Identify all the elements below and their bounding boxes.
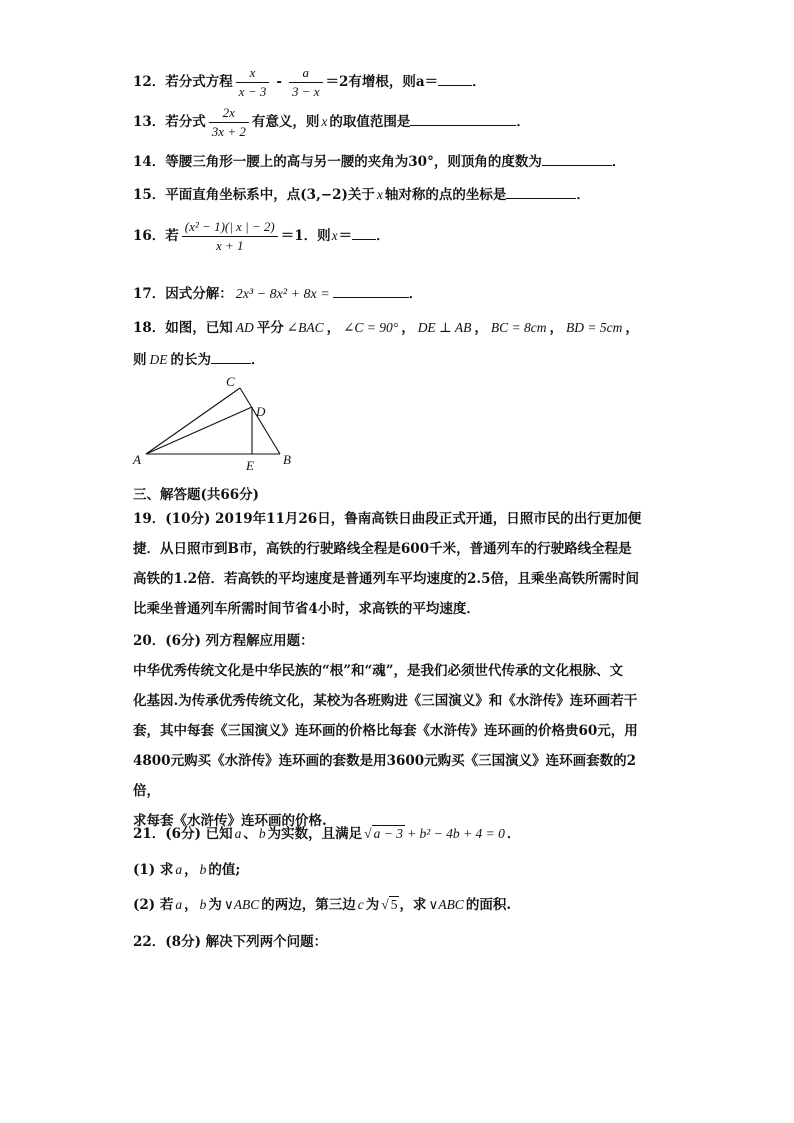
q14-end: ． <box>611 154 626 170</box>
question-17 <box>133 282 422 303</box>
question-22: 22．(8分) 解决下列两个问题： <box>133 934 328 950</box>
label-b: B <box>283 452 291 467</box>
q18-expr-angle-bac: ∠BAC <box>286 320 324 335</box>
q16-frac-den: x + 1 <box>216 238 244 253</box>
q21-sub1-var-b: b <box>199 862 207 877</box>
q21-sub2-var-a: a <box>175 897 183 912</box>
segment-cb <box>240 388 280 454</box>
q21-sub2-triangle: ∨ABC <box>223 897 260 912</box>
q21-sub2-text-f: 的面积. <box>465 897 512 913</box>
q19-line: 19．(10分) 2019年11月26日，鲁南高铁日曲段正式开通，日照市民的出行更加便 <box>133 511 642 527</box>
q12-text-b: ＝2有增根，则a＝ <box>325 74 439 90</box>
label-a: A <box>133 452 141 467</box>
q12-number: 12． <box>133 74 166 90</box>
q20-line: 求每套《水浒传》连环画的价格. <box>133 813 327 829</box>
q21-sub2-text-b: 为 <box>208 897 222 913</box>
q18-text-d: 的长为 <box>170 352 211 368</box>
question-16 <box>133 218 390 255</box>
q18-text-a: 18．如图，已知 <box>133 320 233 336</box>
q21-sub2-text-c: 的两边，第三边 <box>261 897 356 913</box>
q18-text-c: 则 <box>133 352 147 368</box>
q18-end: ． <box>251 352 265 368</box>
q21-radicand: a − 3 <box>373 826 403 841</box>
label-d: D <box>256 404 266 419</box>
q20-line: 套，其中每套《三国演义》连环画的价格比每套《水浒传》连环画的价格贵60元，用 <box>133 723 638 739</box>
q21-sub2-text-d: 为 <box>365 897 380 913</box>
q18-comma-5: ， <box>625 320 639 336</box>
q18-expr-ad: AD <box>235 320 254 335</box>
q14-text: 14．等腰三角形一腰上的高与另一腰的夹角为30°，则顶角的度数为 <box>133 154 542 170</box>
q15-text-b: 轴对称的点的坐标是 <box>384 187 507 203</box>
q16-frac-num: (x² − 1)(| x | − 2) <box>182 218 278 237</box>
q21-sub2-text-e: ，求 <box>399 897 427 913</box>
q21-text-b: 为实数，且满足 <box>267 826 363 842</box>
q15-text-a: 15．平面直角坐标系中，点(3,−2)关于 <box>133 187 375 203</box>
q21-expr: + b² − 4b + 4 = 0 <box>406 826 505 841</box>
q12-frac1-num: x <box>236 64 270 83</box>
q12-end: ． <box>472 74 486 90</box>
question-19 <box>133 504 661 624</box>
q18-expr-perp: DE ⊥ AB <box>417 320 472 335</box>
q12-frac2-num: a <box>289 64 323 83</box>
q13-text-b: 有意义，则 <box>251 114 320 130</box>
q15-answer-blank[interactable] <box>506 184 576 199</box>
q18-answer-blank[interactable] <box>211 349 251 364</box>
q13-var: x <box>321 114 328 129</box>
q12-minus: - <box>276 74 282 90</box>
q13-end: ． <box>516 114 530 130</box>
q21-sub2-var-c: c <box>357 897 364 912</box>
q20-line: 中华优秀传统文化是中华民族的“根”和“魂”，是我们必须世代传承的文化根脉、文 <box>133 663 624 679</box>
q19-line: 高铁的1.2倍．若高铁的平均速度是普通列车平均速度的2.5倍，且乘坐高铁所需时间 <box>133 571 639 587</box>
q16-text-c: ＝ <box>338 228 353 244</box>
q21-sep: 、 <box>243 826 257 842</box>
q17-expression: 2x³ − 8x² + 8x = <box>235 287 330 302</box>
q13-frac-den: 3x + 2 <box>211 124 246 139</box>
section-3-heading: 三、解答题(共66分) <box>133 487 260 503</box>
q13-number: 13． <box>133 114 166 130</box>
q13-fraction <box>209 104 249 141</box>
q18-comma-4: ， <box>549 320 563 336</box>
q13-text-c: 的取值范围是 <box>329 114 411 130</box>
q19-line: 比乘坐普通列车所需时间节省4小时，求高铁的平均速度． <box>133 601 480 617</box>
question-13 <box>133 104 530 141</box>
q12-answer-blank[interactable] <box>438 71 472 86</box>
q18-text-b: 平分 <box>256 320 284 336</box>
q21-sub2-sqrt: √ 5 <box>381 897 398 912</box>
q21-sub1-var-a: a <box>175 862 183 877</box>
q12-fraction-2 <box>289 64 323 101</box>
q20-title: 20．(6分) 列方程解应用题： <box>133 633 314 649</box>
q16-number: 16． <box>133 228 166 244</box>
question-14 <box>133 150 625 170</box>
question-12 <box>133 64 486 101</box>
q12-text-a: 若分式方程 <box>165 74 233 90</box>
question-15 <box>133 183 590 203</box>
q21-sub1-text-b: 的值; <box>208 862 241 878</box>
q16-text-b: ＝1．则 <box>280 228 331 244</box>
q21-sub1-text-a: (1) 求 <box>133 862 174 878</box>
q17-text: 17．因式分解： <box>133 286 233 302</box>
q18-comma-3: ， <box>474 320 488 336</box>
q18-expr-bd: BD = 5cm <box>566 320 623 335</box>
q15-var: x <box>376 187 383 202</box>
q21-sub1-comma: ， <box>184 862 198 878</box>
q19-line: 捷．从日照市到B市，高铁的行驶路线全程是600千米，普通列车的行驶路线全程是 <box>133 541 632 557</box>
q12-frac2-den: 3 − x <box>291 84 320 99</box>
q20-line: 4800元购买《水浒传》连环画的套数是用3600元购买《三国演义》连环画套数的2倍， <box>133 753 637 799</box>
q20-line: 化基因.为传承优秀传统文化，某校为各班购进《三国演义》和《水浒传》连环画若干 <box>133 693 638 709</box>
q12-frac1-den: x − 3 <box>238 84 267 99</box>
q15-end: ． <box>576 187 590 203</box>
question-18-line-1 <box>133 316 639 336</box>
question-21 <box>133 822 520 842</box>
segment-ac <box>146 388 240 454</box>
question-20 <box>133 626 661 836</box>
q16-fraction <box>182 218 278 255</box>
q16-var: x <box>331 228 338 243</box>
q16-answer-blank[interactable] <box>352 225 376 240</box>
q16-text-a: 若 <box>165 228 179 244</box>
label-c: C <box>226 374 235 389</box>
q18-expr-bc: BC = 8cm <box>490 320 547 335</box>
q12-fraction-1 <box>236 64 270 101</box>
q21-var-b: b <box>258 826 266 841</box>
q21-end: ． <box>506 826 521 842</box>
q21-sub2-var-b: b <box>199 897 207 912</box>
q21-text-a: 21．(6分) 已知 <box>133 826 233 842</box>
q18-comma-2: ， <box>401 320 415 336</box>
q21-sub2-radicand: 5 <box>390 897 398 912</box>
q21-sub2-text-a: (2) 若 <box>133 897 174 913</box>
segment-ad <box>146 407 252 454</box>
q16-end: ． <box>376 228 390 244</box>
q18-expr-angle-c: ∠C = 90° <box>343 320 399 335</box>
q13-answer-blank[interactable] <box>410 111 516 126</box>
q21-sqrt: √ a − 3 <box>364 826 403 841</box>
q21-sub2-triangle-2: ∨ABC <box>428 897 464 912</box>
q18-expr-de: DE <box>149 352 168 367</box>
q18-triangle-figure <box>130 372 300 472</box>
q21-var-a: a <box>234 826 242 841</box>
question-21-part-2 <box>133 893 511 913</box>
q14-answer-blank[interactable] <box>542 151 612 166</box>
q13-frac-num: 2x <box>209 104 249 123</box>
question-21-part-1 <box>133 858 240 878</box>
question-18-line-2 <box>133 348 265 368</box>
q17-end: ． <box>408 286 423 302</box>
label-e: E <box>246 458 254 472</box>
q18-comma-1: ， <box>326 320 341 336</box>
q17-answer-blank[interactable] <box>333 283 409 298</box>
q13-text-a: 若分式 <box>165 114 206 130</box>
q21-sub2-comma: ， <box>184 897 198 913</box>
